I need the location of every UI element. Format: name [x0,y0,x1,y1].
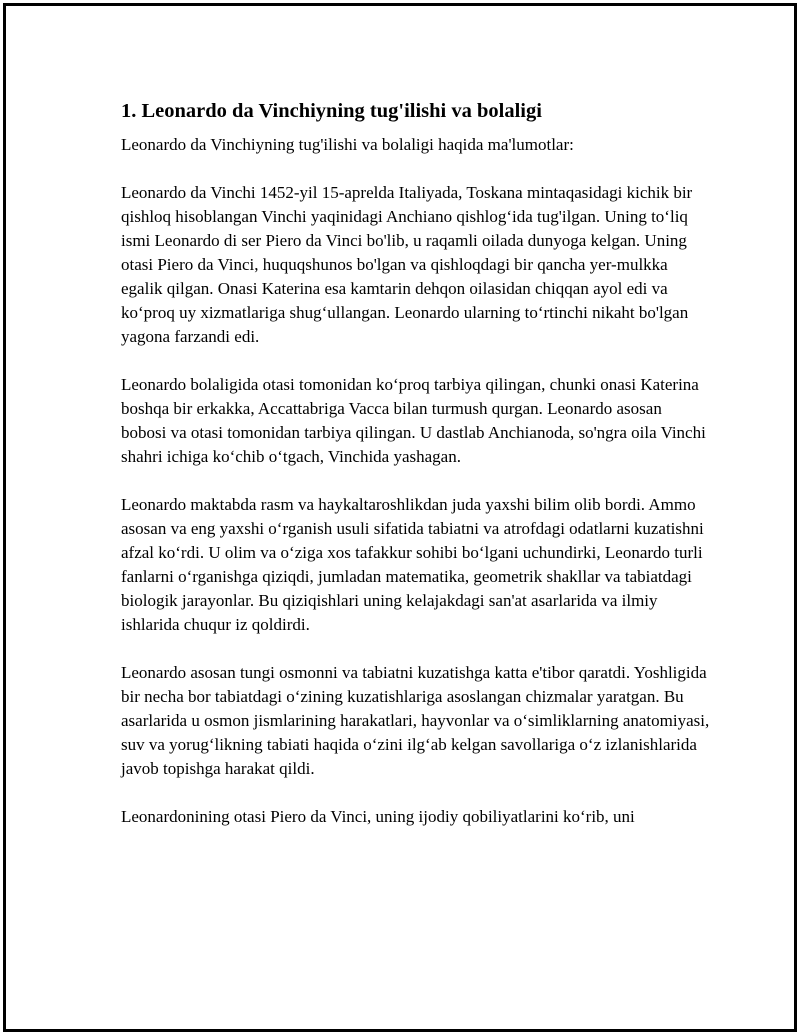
intro-paragraph: Leonardo da Vinchiyning tug'ilishi va bolaligi haqida ma'lumotlar: [121,135,574,154]
paragraph-observation: Leonardo asosan tungi osmonni va tabiatni kuzatishga katta e'tibor qaratdi. Yoshligida bir necha bor tabiatdagi o‘zining kuzatishlariga asoslangan chizmalar yaratgan. Bu asarlarida u osmon jismlarining harakatlari, hayvonlar va o‘simliklarning anatomiyasi, suv va yorug‘likning tabiati haqida o‘zini ilg‘ab kelgan savollariga o‘z izlanishlarida javob topishga harakat qildi. [121,663,710,778]
page-frame [3,3,797,1032]
section-heading: 1. Leonardo da Vinchiyning tug'ilishi va bolaligi [121,100,542,122]
paragraph-education: Leonardo maktabda rasm va haykaltaroshlikdan juda yaxshi bilim olib bordi. Ammo asosan va eng yaxshi o‘rganish usuli sifatida tabiatni va atrofdagi odatlarni kuzatishni afzal ko‘rdi. U olim va o‘ziga xos tafakkur sohibi bo‘lgani uchundirki, Leonardo turli fanlarni o‘rganishga qiziqdi, jumladan matematika, geometrik shakllar va tabiatdagi biologik jarayonlar. Bu qiziqishlari uning kelajakdagi san'at asarlarida va ilmiy ishlarida chuqur iz qoldirdi. [121,495,704,634]
paragraph-upbringing: Leonardo bolaligida otasi tomonidan ko‘proq tarbiya qilingan, chunki onasi Katerina boshqa bir erkakka, Accattabriga Vacca bilan turmush qurgan. Leonardo asosan bobosi va otasi tomonidan tarbiya qilingan. U dastlab Anchianoda, so'ngra oila Vinchi shahri ichiga ko‘chib o‘tgach, Vinchida yashagan. [121,375,706,466]
document-body [121,97,711,853]
paragraph-birth: Leonardo da Vinchi 1452-yil 15-aprelda Italiyada, Toskana mintaqasidagi kichik bir qishloq hisoblangan Vinchi yaqinidagi Anchiano qishlog‘ida tug'ilgan. Uning to‘liq ismi Leonardo di ser Piero da Vinci bo'lib, u raqamli oilada dunyoga kelgan. Uning otasi Piero da Vinci, huquqshunos bo'lgan va qishloqdagi bir qancha yer-mulkka egalik qilgan. Onasi Katerina esa kamtarin dehqon oilasidan chiqqan ayol edi va ko‘proq uy xizmatlariga shug‘ullangan. Leonardo ularning to‘rtinchi nikaht bo'lgan yagona farzandi edi. [121,183,693,346]
paragraph-father: Leonardonining otasi Piero da Vinci, uning ijodiy qobiliyatlarini ko‘rib, uni [121,807,635,826]
